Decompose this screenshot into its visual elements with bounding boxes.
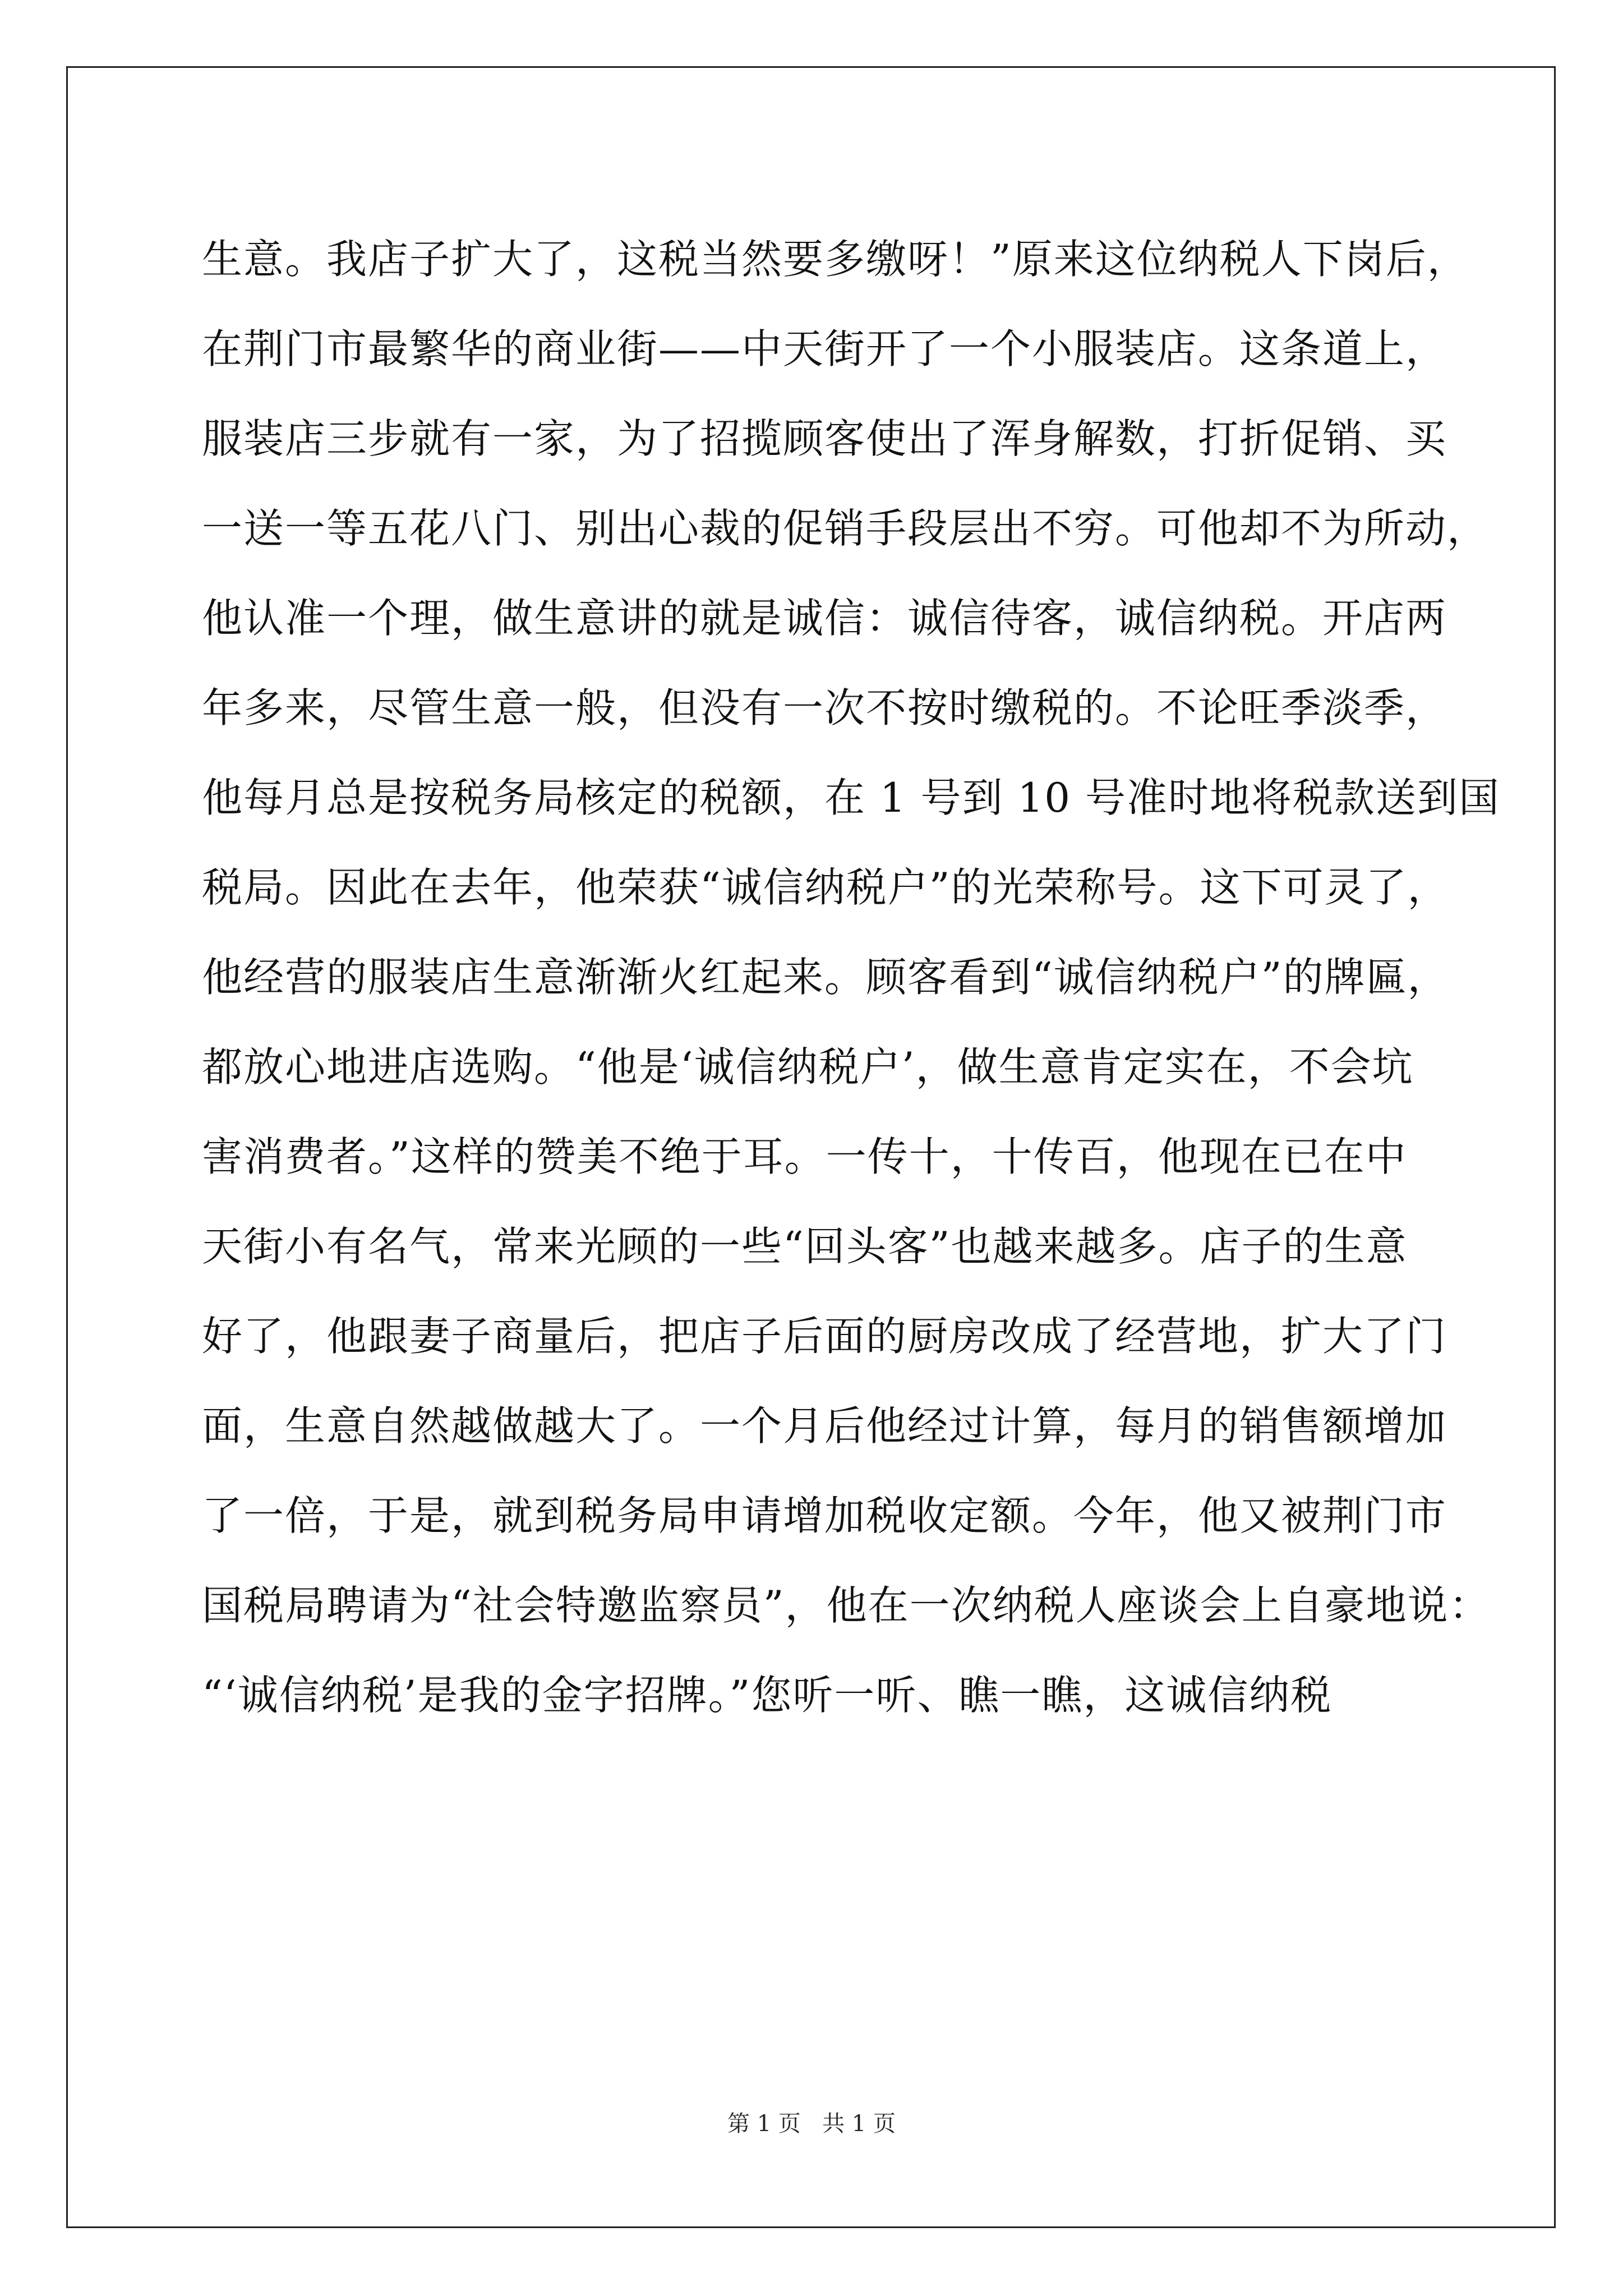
text-line-11: 害消费者。”这样的赞美不绝于耳。一传十，十传百，他现在已在中 [202,1133,1407,1180]
text-line-6: 年多来，尽管生意一般，但没有一次不按时缴税的。不论旺季淡季， [202,684,1447,731]
text-line-9: 他经营的服装店生意渐渐火红起来。顾客看到“诚信纳税户”的牌匾， [202,954,1449,1001]
text-line-4: 一送一等五花八门、别出心裁的促销手段层出不穷。可他却不为所动， [202,505,1489,552]
text-line-7: 他每月总是按税务局核定的税额，在 1 号到 10 号准时地将税款送到国 [202,774,1500,821]
text-line-15: 了一倍，于是，就到税务局申请增加税收定额。今年，他又被荆门市 [202,1492,1447,1539]
text-line-2: 在荆门市最繁华的商业街——中天街开了一个小服装店。这条道上， [202,325,1447,372]
text-line-5: 他认准一个理，做生意讲的就是诚信：诚信待客，诚信纳税。开店两 [202,595,1447,642]
text-line-16: 国税局聘请为“社会特邀监察员”，他在一次纳税人座谈会上自豪地说： [202,1582,1491,1629]
text-line-17: “‘诚信纳税’是我的金字招牌。”您听一听、瞧一瞧，这诚信纳税 [202,1672,1332,1719]
text-line-3: 服装店三步就有一家，为了招揽顾客使出了浑身解数，打折促销、买 [202,415,1447,462]
text-line-1: 生意。我店子扩大了，这税当然要多缴呀！”原来这位纳税人下岗后， [202,236,1469,283]
page-number-footer: 第 1 页 共 1 页 [727,2111,896,2137]
text-line-13: 好了，他跟妻子商量后，把店子后面的厨房改成了经营地，扩大了门 [202,1313,1447,1360]
text-line-10: 都放心地进店选购。“他是‘诚信纳税户’，做生意肯定实在，不会坑 [202,1043,1414,1091]
text-line-8: 税局。因此在去年，他荣获“诚信纳税户”的光荣称号。这下可灵了， [202,864,1449,911]
text-line-12: 天街小有名气，常来光顾的一些“回头客”也越来越多。店子的生意 [202,1223,1408,1270]
text-line-14: 面，生意自然越做越大了。一个月后他经过计算，每月的销售额增加 [202,1402,1447,1450]
body-text [202,214,1500,1740]
